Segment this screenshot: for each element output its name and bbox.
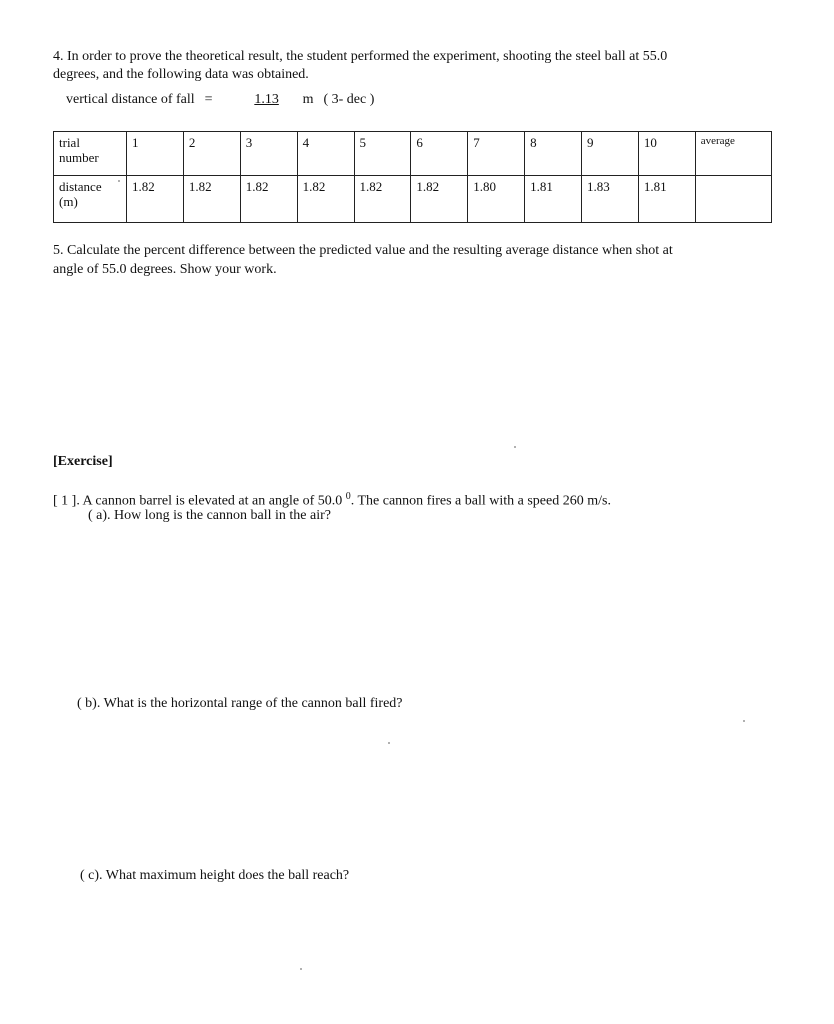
trial-data-table	[53, 131, 772, 223]
distance-cell: 1.82	[297, 176, 354, 223]
trial-label-line-2: number	[59, 150, 99, 165]
trial-cell: 1	[127, 132, 184, 176]
question-4-line-1: 4. In order to prove the theoretical result, the student performed the experiment, shooting the steel ball at 55.0	[53, 49, 668, 64]
fall-equals: =	[204, 92, 213, 107]
degree-mark: 0	[345, 491, 351, 502]
trial-cell: 2	[183, 132, 240, 176]
trial-cell: 4	[297, 132, 354, 176]
question-4-text	[53, 48, 793, 84]
exercise-1-suffix: . The cannon fires a ball with a speed 260 m/s.	[350, 493, 611, 509]
exercise-part-b: ( b). What is the horizontal range of the cannon ball fired?	[77, 696, 403, 711]
distance-cell: 1.83	[582, 176, 639, 223]
exercise-heading: [Exercise]	[53, 454, 113, 469]
scan-speck	[743, 720, 745, 722]
trial-cell: 7	[468, 132, 525, 176]
trial-cell: 9	[582, 132, 639, 176]
distance-cell: 1.81	[638, 176, 695, 223]
question-5-text	[53, 241, 783, 279]
question-5-line-1: 5. Calculate the percent difference between the predicted value and the resulting average distance when shot at	[53, 243, 673, 258]
fall-note: ( 3- dec )	[323, 92, 375, 107]
scan-speck	[118, 180, 120, 182]
distance-label-line-1: distance	[59, 179, 102, 194]
fall-unit: m	[302, 92, 314, 107]
distance-cell: 1.82	[411, 176, 468, 223]
average-value-cell[interactable]	[695, 176, 771, 223]
distance-label-line-2: (m)	[59, 194, 78, 209]
distance-cell: 1.82	[127, 176, 184, 223]
exercise-part-c: ( c). What maximum height does the ball reach?	[80, 868, 350, 883]
trial-number-row	[54, 132, 772, 176]
scan-speck	[300, 968, 302, 970]
trial-label-line-1: trial	[59, 135, 80, 150]
trial-cell: 3	[240, 132, 297, 176]
scan-speck	[388, 742, 390, 744]
trial-cell: 5	[354, 132, 411, 176]
question-4-line-2: degrees, and the following data was obtained.	[53, 67, 309, 82]
exercise-1-prefix: [ 1 ]. A cannon barrel is elevated at an angle of 50.0	[53, 493, 346, 509]
distance-row	[54, 176, 772, 223]
fall-label: vertical distance of fall	[66, 92, 195, 107]
vertical-distance-line	[66, 91, 374, 109]
distance-cell: 1.82	[354, 176, 411, 223]
fall-value: 1.13	[254, 92, 279, 107]
trial-cell: 8	[525, 132, 582, 176]
distance-cell: 1.80	[468, 176, 525, 223]
distance-label	[54, 176, 127, 223]
average-header-cell: average	[695, 132, 771, 176]
scan-speck	[514, 446, 516, 448]
distance-cell: 1.82	[240, 176, 297, 223]
trial-number-label	[54, 132, 127, 176]
distance-cell: 1.81	[525, 176, 582, 223]
trial-cell: 6	[411, 132, 468, 176]
distance-cell: 1.82	[183, 176, 240, 223]
trial-cell: 10	[638, 132, 695, 176]
question-5-line-2: angle of 55.0 degrees. Show your work.	[53, 262, 277, 277]
exercise-part-a: ( a). How long is the cannon ball in the air?	[88, 508, 331, 523]
